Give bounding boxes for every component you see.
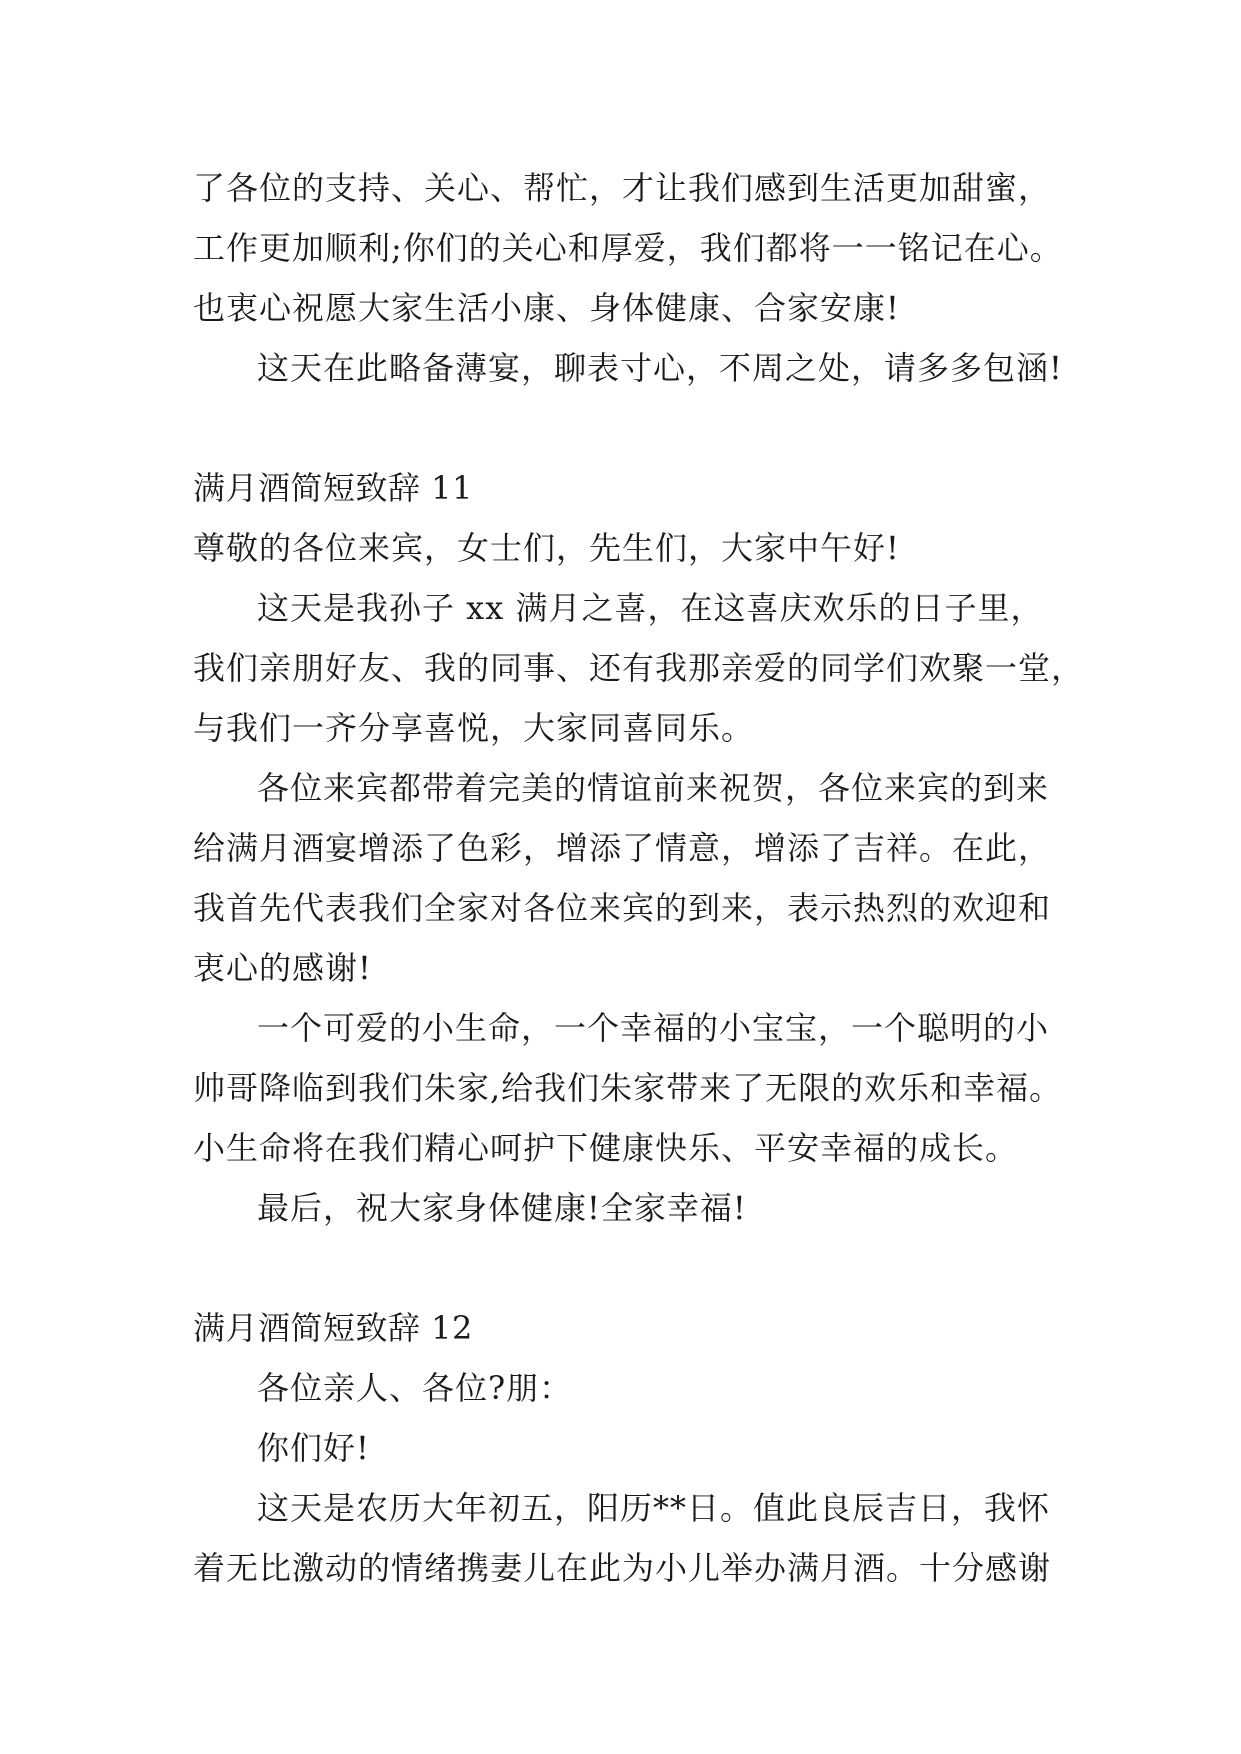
section-spacer [193,398,1073,458]
text-line: 小生命将在我们精心呵护下健康快乐、平安幸福的成长。 [193,1129,1019,1167]
text-line: 最后，祝大家身体健康!全家幸福! [257,1189,747,1227]
text-line: 帅哥降临到我们朱家,给我们朱家带来了无限的欢乐和幸福。 [193,1069,1063,1107]
text-line: 一个可爱的小生命，一个幸福的小宝宝，一个聪明的小 [257,1009,1050,1047]
text-line: 这天在此略备薄宴，聊表寸心，不周之处，请多多包涵! [257,349,1063,387]
text-line: 我首先代表我们全家对各位来宾的到来，表示热烈的欢迎和 [193,889,1052,927]
section-heading: 满月酒简短致辞 11 [193,469,473,507]
section-spacer [193,1238,1073,1298]
text-line: 我们亲朋好友、我的同事、还有我那亲爱的同学们欢聚一堂， [193,649,1085,687]
salutation: 尊敬的各位来宾，女士们，先生们，大家中午好! [193,529,900,567]
text-line: 与我们一齐分享喜悦，大家同喜同乐。 [193,709,755,747]
document-body [193,158,1085,1598]
section-heading: 满月酒简短致辞 12 [193,1309,473,1347]
text-line: 也衷心祝愿大家生活小康、身体健康、合家安康! [193,289,900,327]
salutation: 各位亲人、各位?朋： [257,1369,573,1407]
text-line: 着无比激动的情绪携妻儿在此为小儿举办满月酒。十分感谢 [193,1549,1052,1587]
text-line: 各位来宾都带着完美的情谊前来祝贺，各位来宾的到来 [257,769,1050,807]
text-line: 衷心的感谢! [193,949,372,987]
text-line: 这天是农历大年初五，阳历**日。值此良辰吉日，我怀 [257,1489,1051,1527]
text-line: 这天是我孙子 xx 满月之喜，在这喜庆欢乐的日子里， [257,589,1044,627]
text-line: 工作更加顺利;你们的关心和厚爱，我们都将一一铭记在心。 [193,229,1063,267]
text-line: 给满月酒宴增添了色彩，增添了情意，增添了吉祥。在此， [193,829,1052,867]
text-line: 了各位的支持、关心、帮忙，才让我们感到生活更加甜蜜， [193,169,1052,207]
greeting: 你们好! [257,1429,370,1467]
